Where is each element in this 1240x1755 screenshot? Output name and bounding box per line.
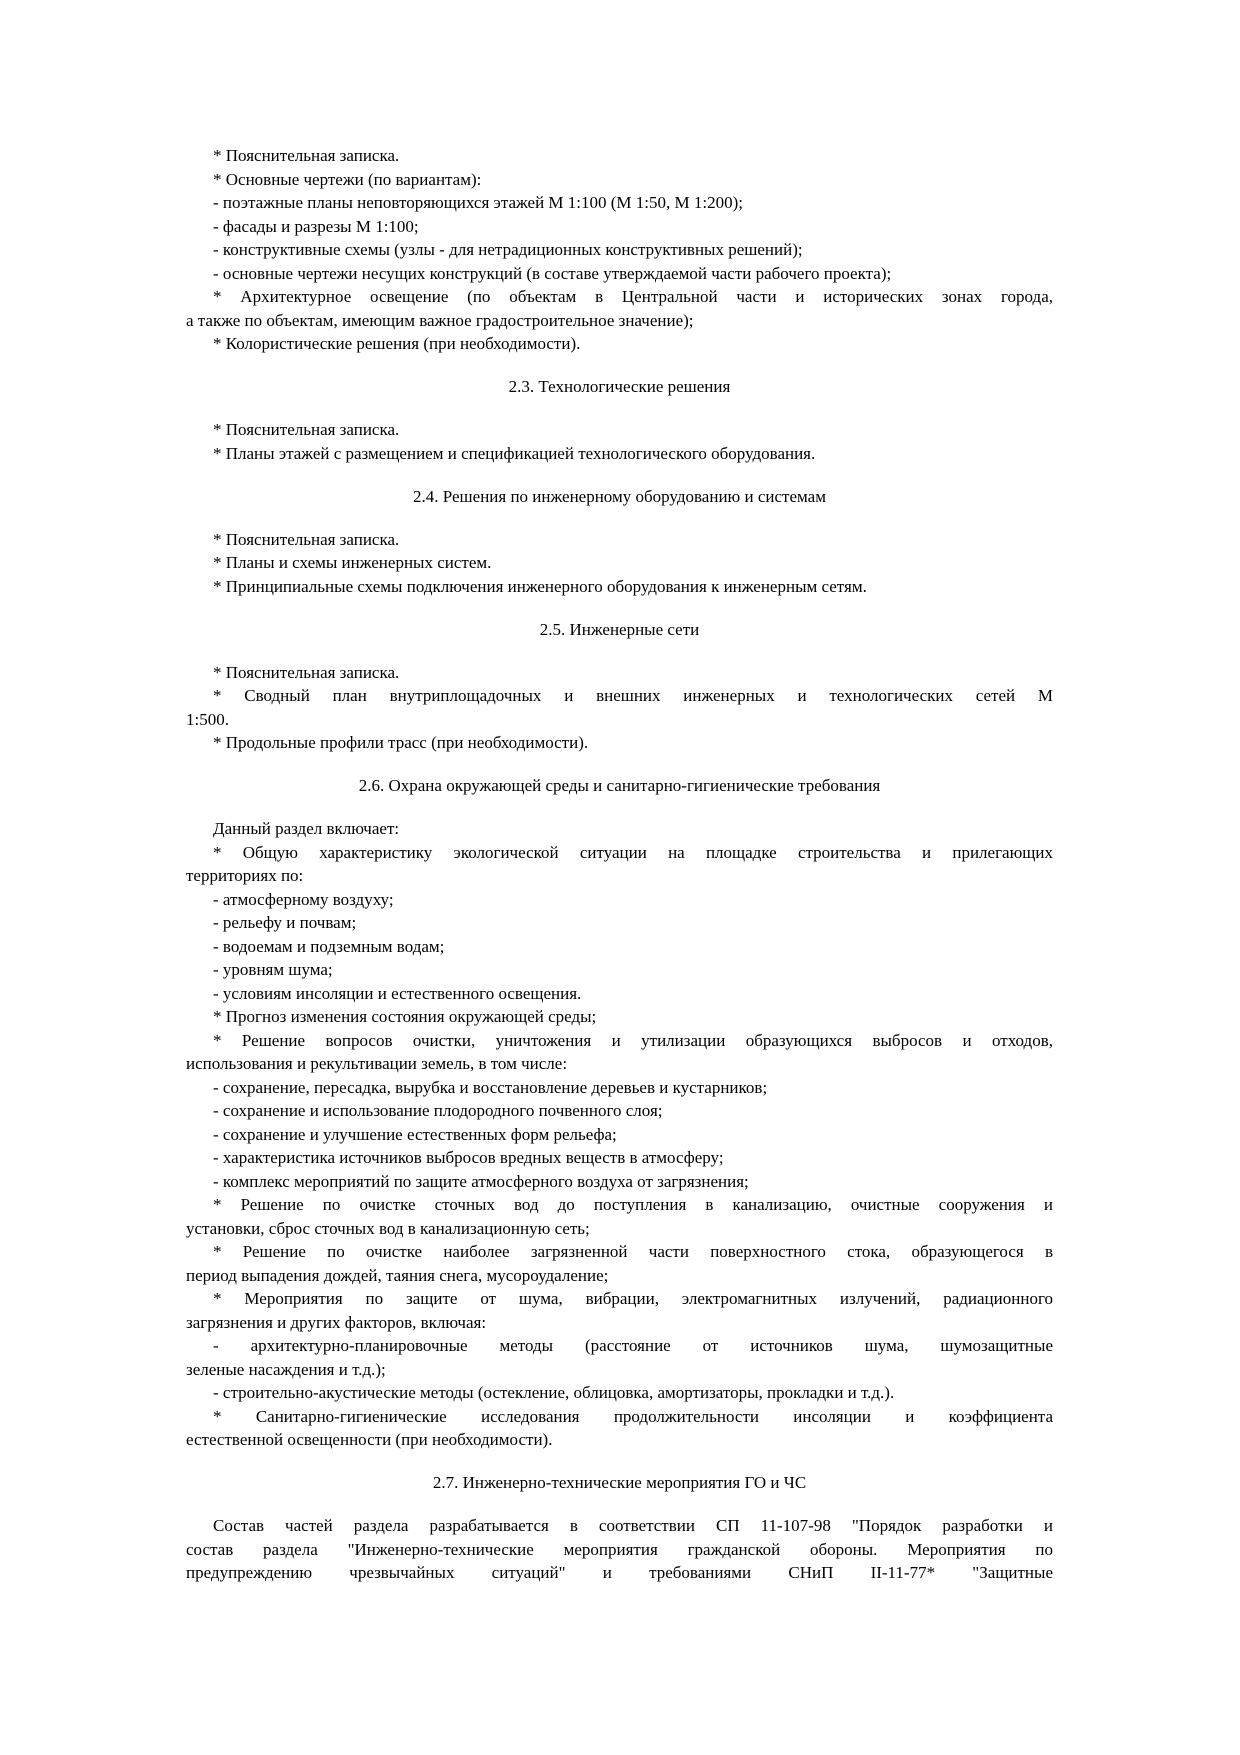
text-line: * Решение вопросов очистки, уничтожения и утилизации образующихся выбросов и отходов,	[213, 1030, 1053, 1050]
text-line: - сохранение и улучшение естественных форм рельефа;	[213, 1124, 617, 1144]
text-line: * Прогноз изменения состояния окружающей среды;	[213, 1007, 597, 1026]
text-line: * Колористические решения (при необходимости).	[213, 334, 581, 353]
text-line: Состав частей раздела разрабатывается в соответствии СП 11-107-98 "Порядок разработки и	[213, 1516, 1053, 1535]
text-line: * Пояснительная записка.	[213, 529, 400, 549]
document-body	[186, 144, 1053, 1585]
text-line: - комплекс мероприятий по защите атмосферного воздуха от загрязнения;	[213, 1171, 749, 1191]
section-heading: 2.6. Охрана окружающей среды и санитарно-гигиенические требования	[358, 776, 881, 795]
text-line: * Мероприятия по защите от шума, вибрации, электромагнитных излучений, радиационного	[213, 1289, 1053, 1308]
text-line: предупреждению чрезвычайных ситуаций" и требованиями СНиП II-11-77* "Защитные	[186, 1563, 1053, 1582]
text-line: а также по объектам, имеющим важное градостроительное значение);	[186, 310, 694, 330]
text-line: * Планы этажей с размещением и спецификацией технологического оборудования.	[213, 443, 816, 463]
text-line: - характеристика источников выбросов вредных веществ в атмосферу;	[213, 1148, 724, 1167]
text-line: - сохранение и использование плодородного почвенного слоя;	[213, 1101, 663, 1120]
text-line: * Решение по очистке наиболее загрязненной части поверхностного стока, образующегося в	[213, 1242, 1053, 1261]
text-line: - водоемам и подземным водам;	[213, 936, 445, 956]
text-line: - фасады и разрезы М 1:100;	[213, 216, 419, 236]
text-line: * Архитектурное освещение (по объектам в Центральной части и исторических зонах города,	[213, 287, 1053, 306]
text-line: - уровням шума;	[213, 960, 333, 979]
text-line: загрязнения и других факторов, включая:	[186, 1312, 487, 1332]
text-line: период выпадения дождей, таяния снега, мусороудаление;	[186, 1265, 609, 1285]
text-line: состав раздела "Инженерно-технические мероприятия гражданской обороны. Мероприятия по	[186, 1539, 1053, 1559]
section-heading: 2.3. Технологические решения	[508, 377, 731, 396]
section-heading: 2.7. Инженерно-технические мероприятия ГО и ЧС	[432, 1473, 807, 1492]
section-heading: 2.5. Инженерные сети	[539, 619, 700, 639]
text-line: естественной освещенности (при необходимости).	[186, 1430, 553, 1449]
text-line: - условиям инсоляции и естественного освещения.	[213, 983, 582, 1003]
text-line: * Принципиальные схемы подключения инженерного оборудования к инженерным сетям.	[213, 576, 867, 596]
text-line: - рельефу и почвам;	[213, 913, 357, 932]
text-line: * Пояснительная записка.	[213, 146, 400, 165]
text-line: * Сводный план внутриплощадочных и внешних инженерных и технологических сетей М	[213, 686, 1053, 705]
text-line: - конструктивные схемы (узлы - для нетрадиционных конструктивных решений);	[213, 240, 803, 259]
text-line: 1:500.	[186, 709, 229, 729]
text-line: * Планы и схемы инженерных систем.	[213, 553, 492, 572]
text-line: * Решение по очистке сточных вод до поступления в канализацию, очистные сооружения и	[213, 1195, 1053, 1214]
text-line: установки, сброс сточных вод в канализационную сеть;	[186, 1218, 590, 1238]
text-line: - строительно-акустические методы (остекление, облицовка, амортизаторы, прокладки и т.д.).	[213, 1383, 895, 1402]
text-line: * Пояснительная записка.	[213, 662, 400, 682]
text-line: Данный раздел включает:	[213, 819, 400, 838]
section-heading: 2.4. Решения по инженерному оборудованию и системам	[413, 486, 826, 506]
text-line: * Основные чертежи (по вариантам):	[213, 169, 482, 189]
text-line: * Общую характеристику экологической ситуации на площадке строительства и прилегающих	[213, 842, 1053, 862]
text-line: * Продольные профили трасс (при необходимости).	[213, 733, 589, 752]
text-line: территориях по:	[186, 866, 304, 885]
text-line: - поэтажные планы неповторяющихся этажей М 1:100 (М 1:50, М 1:200);	[213, 193, 743, 212]
text-line: * Пояснительная записка.	[213, 420, 400, 439]
text-line: зеленые насаждения и т.д.);	[186, 1359, 386, 1379]
text-line: использования и рекультивации земель, в том числе:	[186, 1054, 568, 1073]
text-line: - атмосферному воздуху;	[213, 889, 394, 909]
text-line: * Санитарно-гигиенические исследования продолжительности инсоляции и коэффициента	[213, 1406, 1053, 1426]
text-line: - сохранение, пересадка, вырубка и восстановление деревьев и кустарников;	[213, 1077, 768, 1097]
text-line: - архитектурно-планировочные методы (расстояние от источников шума, шумозащитные	[213, 1336, 1053, 1355]
text-line: - основные чертежи несущих конструкций (в составе утверждаемой части рабочего проекта);	[213, 263, 892, 283]
